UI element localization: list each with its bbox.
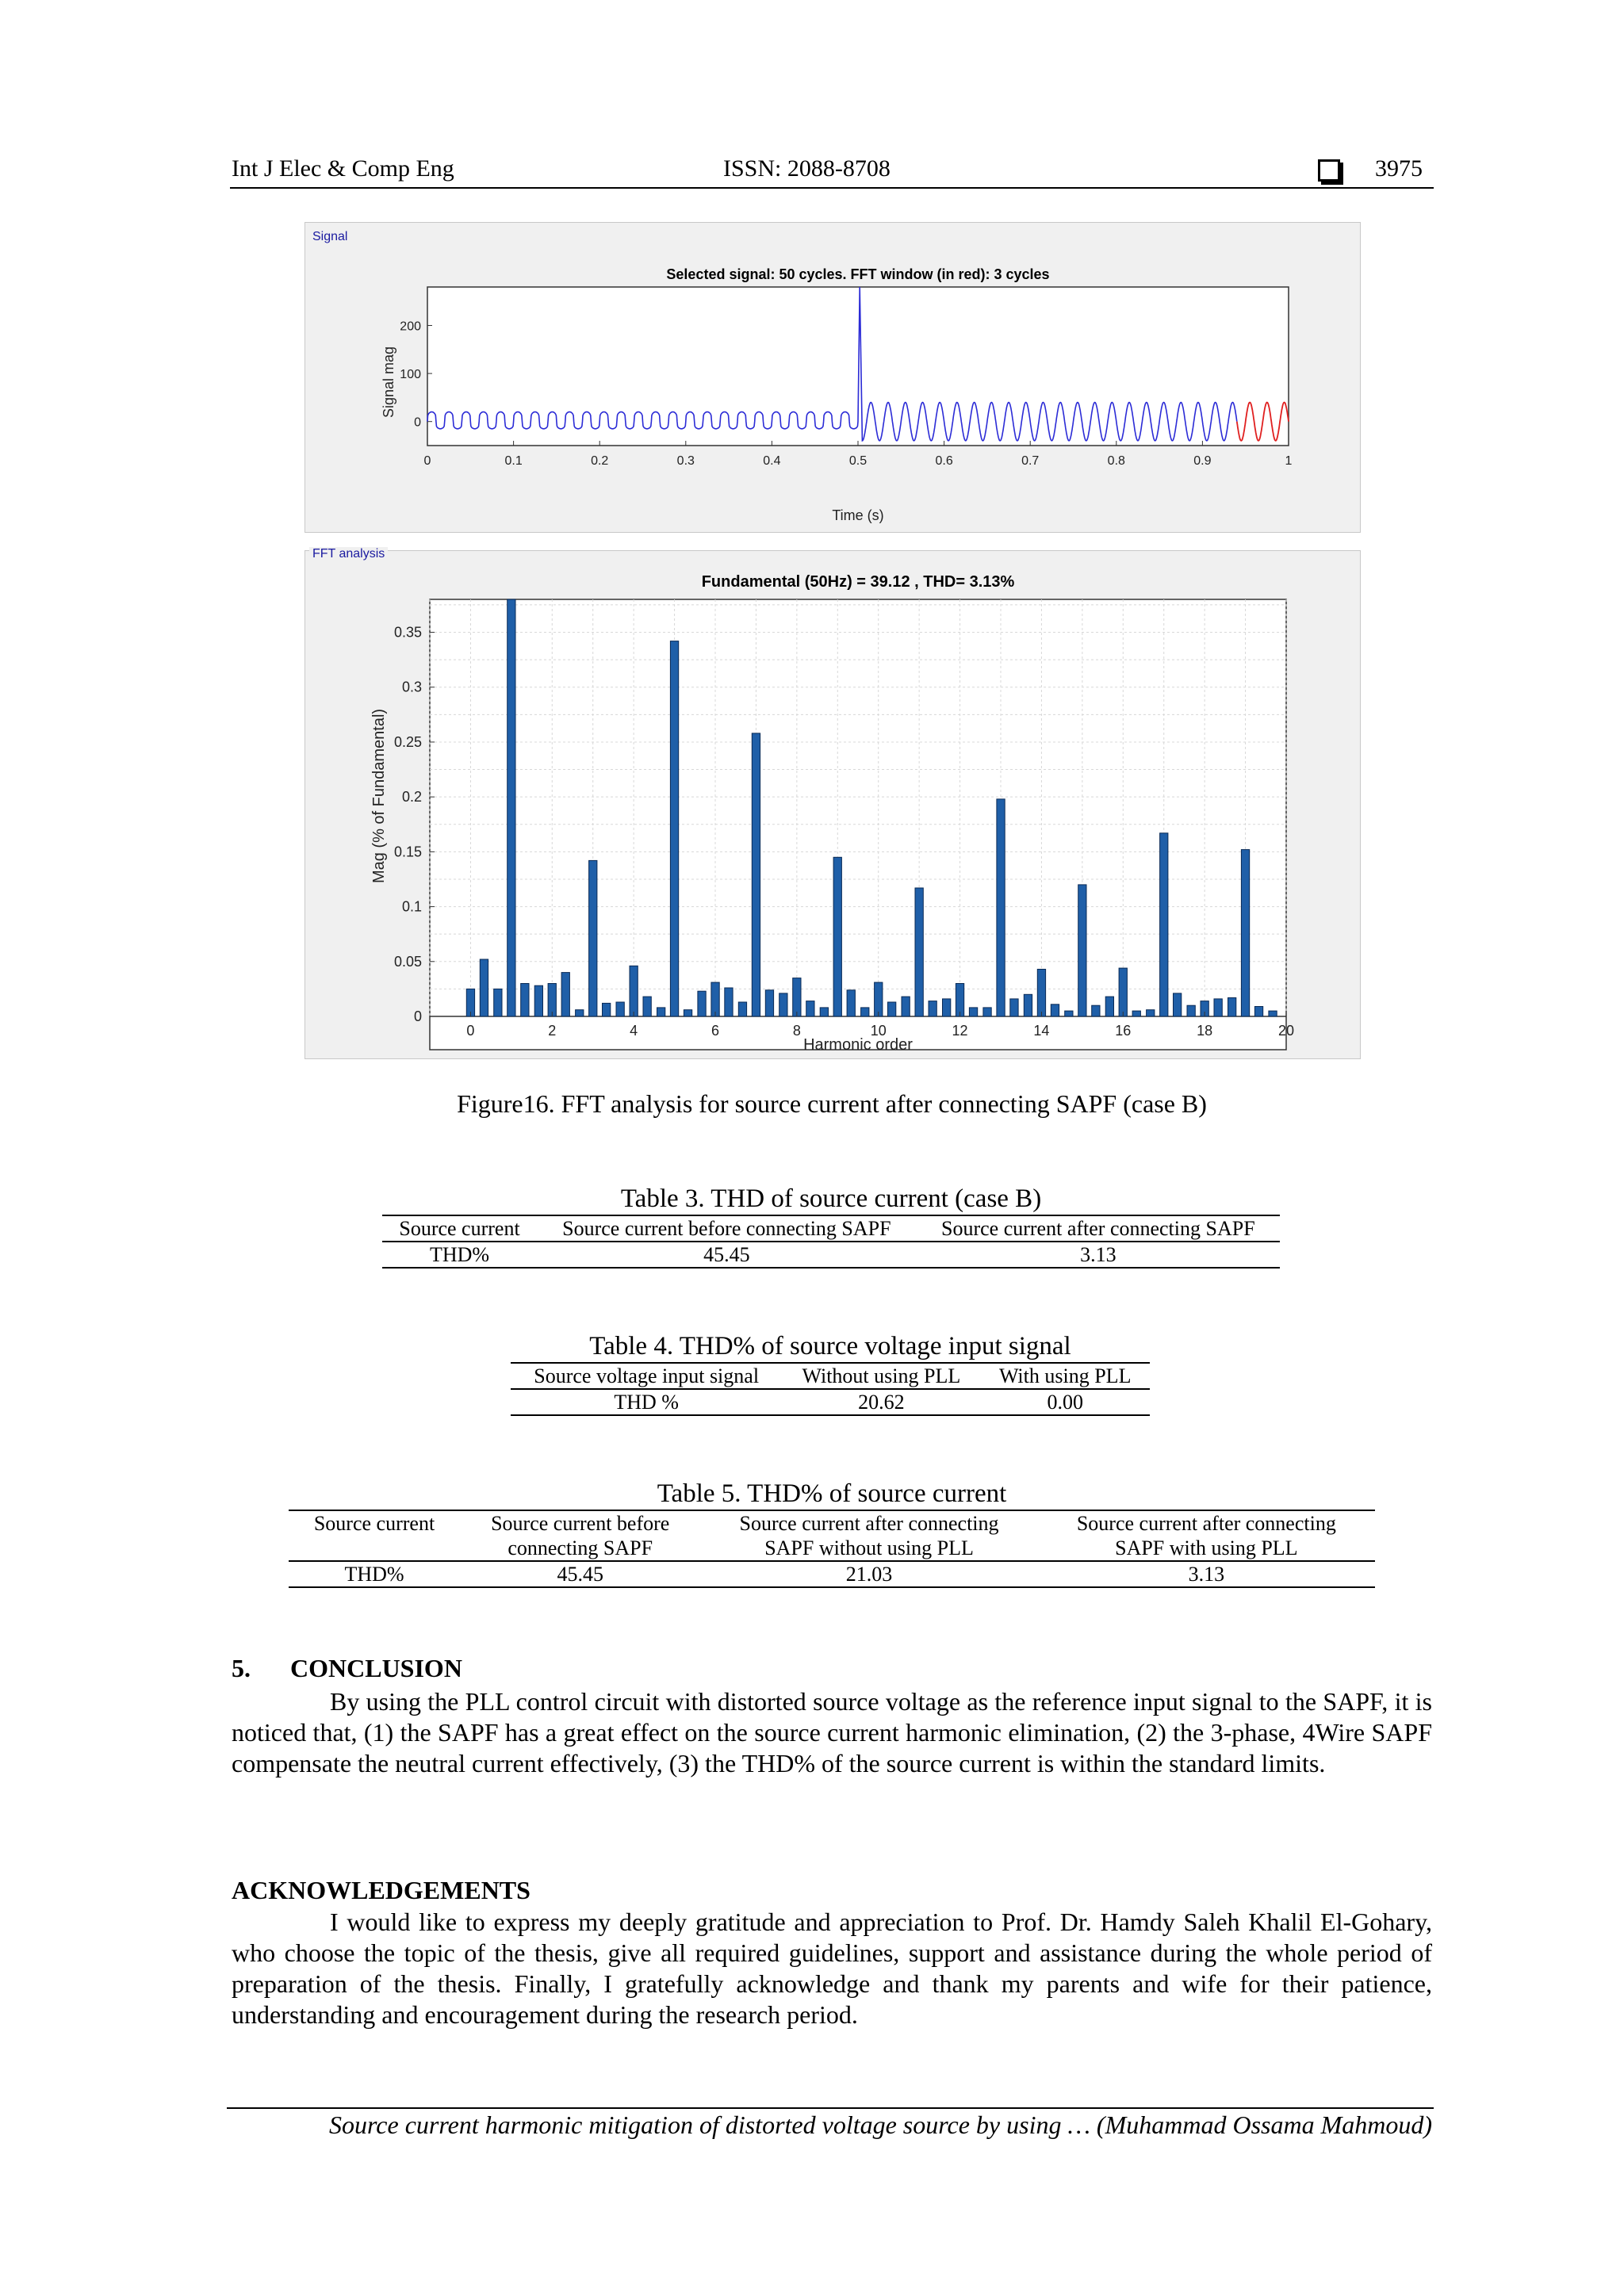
harmonic-bar <box>888 1002 896 1016</box>
harmonic-bar <box>643 997 651 1016</box>
table5-header-cell: Source current before connecting SAPF <box>491 1512 670 1559</box>
table3-header-cell: Source current <box>399 1217 520 1240</box>
harmonic-bar <box>576 1010 584 1016</box>
harmonic-bar <box>969 1008 977 1016</box>
table4 <box>511 1362 1150 1416</box>
table4-cell: 20.62 <box>858 1391 905 1414</box>
page-number-group <box>1318 155 1423 182</box>
harmonic-bar <box>670 641 678 1016</box>
harmonic-bar <box>847 990 855 1016</box>
x-tick-label: 0.7 <box>1021 454 1040 468</box>
x-tick-label: 0.1 <box>504 454 523 468</box>
harmonic-bar <box>725 988 733 1016</box>
table3-caption: Table 3. THD of source current (case B) <box>620 1184 1042 1213</box>
table3 <box>382 1215 1280 1269</box>
harmonic-bar <box>1024 994 1032 1016</box>
table-row <box>382 1242 1280 1268</box>
issn: ISSN: 2088-8708 <box>723 155 891 182</box>
harmonic-bar <box>1187 1005 1195 1016</box>
fft-panel-title: FFT analysis <box>309 547 388 561</box>
signal-x-axis-label: Time (s) <box>832 507 884 523</box>
harmonic-bar <box>997 799 1005 1016</box>
table4-cell: 0.00 <box>1047 1391 1083 1414</box>
harmonic-bar <box>603 1003 611 1016</box>
harmonic-bar <box>956 984 963 1017</box>
harmonic-bar <box>548 984 556 1017</box>
x-tick-label: 0.2 <box>591 454 609 468</box>
harmonic-bar <box>698 991 706 1016</box>
harmonic-bar <box>833 857 841 1016</box>
y-tick-label: 100 <box>400 368 421 382</box>
x-tick-label: 0.5 <box>848 454 868 468</box>
journal-name: Int J Elec & Comp Eng <box>232 155 454 182</box>
harmonic-bar <box>1160 833 1168 1016</box>
harmonic-bar <box>1092 1005 1100 1016</box>
harmonic-bar <box>1065 1011 1073 1016</box>
harmonic-bar <box>521 984 529 1017</box>
table5-cell: THD% <box>344 1563 404 1586</box>
harmonic-bar <box>779 993 787 1016</box>
conclusion-paragraph: By using the PLL control circuit with distorted source voltage as the reference input signal to the SAPF, it is noticed that, (1) the SAPF has a great effect on the source current harmonic elimination, (2) the 3-phase, 4Wire SAPF compensate the neutral current effectively, (3) the THD% of the source current is within the standard limits. <box>232 1687 1432 1777</box>
table5-header-cell: Source current after connecting SAPF with using PLL <box>1076 1512 1336 1559</box>
x-tick-label: 0.4 <box>763 454 781 468</box>
acknowledgements-paragraph: I would like to express my deeply gratitude and appreciation to Prof. Dr. Hamdy Saleh Khalil El-Gohary, who choose the topic of the thesis, give all required guidelines, support and assistance during the whole period of preparation of the thesis. Finally, I gratefully acknowledge and thank my parents and wife for their patience, understanding and encouragement during the research period. <box>232 1908 1432 2029</box>
harmonic-bar <box>684 1010 691 1016</box>
acknowledgements-heading: ACKNOWLEDGEMENTS <box>232 1876 530 1904</box>
y-tick-label: 0.2 <box>401 789 422 806</box>
table4-header-cell: Without using PLL <box>802 1364 961 1387</box>
table5-cell: 21.03 <box>845 1563 893 1586</box>
harmonic-bar <box>983 1008 991 1016</box>
figure-caption: Figure16. FFT analysis for source current after connecting SAPF (case B) <box>457 1089 1207 1118</box>
harmonic-bar <box>1241 850 1249 1016</box>
harmonic-bar <box>589 860 597 1016</box>
harmonic-bar <box>561 973 569 1016</box>
table5-caption: Table 5. THD% of source current <box>657 1479 1007 1508</box>
header-rule <box>230 187 1434 189</box>
harmonic-bar <box>1105 997 1113 1016</box>
table-row <box>511 1389 1150 1415</box>
harmonic-bar <box>752 733 760 1016</box>
harmonic-bar <box>711 982 719 1016</box>
fft-x-axis-label: Harmonic order <box>803 1036 913 1054</box>
footer-text: Source current harmonic mitigation of distorted voltage source by using … (Muhammad Ossama Mahmoud) <box>329 2110 1432 2139</box>
table4-header-cell: With using PLL <box>998 1364 1132 1387</box>
x-tick-label: 0.6 <box>935 454 953 468</box>
x-tick-label: 14 <box>1033 1023 1050 1039</box>
x-tick-label: 0 <box>466 1023 475 1039</box>
y-tick-label: 0.3 <box>401 679 422 695</box>
fft-chart-title: Fundamental (50Hz) = 39.12 , THD= 3.13% <box>701 573 1015 591</box>
harmonic-bar <box>1051 1004 1059 1016</box>
x-tick-label: 0.9 <box>1193 454 1212 468</box>
harmonic-bar <box>616 1002 624 1016</box>
x-tick-label: 18 <box>1197 1023 1213 1039</box>
table5-header-cell: Source current after connecting SAPF without using PLL <box>739 1512 999 1559</box>
harmonic-bar <box>915 888 923 1016</box>
harmonic-bar <box>765 990 773 1016</box>
table5-cell: 45.45 <box>557 1563 603 1586</box>
harmonic-bar <box>534 985 542 1016</box>
x-tick-label: 0.3 <box>676 454 695 468</box>
table5-header-cell: Source current <box>313 1512 435 1535</box>
harmonic-bar <box>1228 998 1236 1017</box>
table4-cell: THD % <box>614 1391 679 1414</box>
table4-header-cell: Source voltage input signal <box>534 1364 760 1387</box>
x-tick-label: 6 <box>710 1023 720 1039</box>
x-tick-label: 4 <box>630 1023 638 1039</box>
table4-caption: Table 4. THD% of source voltage input signal <box>589 1332 1071 1360</box>
harmonic-bar <box>806 1001 814 1016</box>
x-tick-label: 0.8 <box>1107 454 1125 468</box>
x-tick-label: 1 <box>1285 454 1293 468</box>
conclusion-heading: CONCLUSION <box>290 1654 462 1682</box>
y-tick-label: 0.25 <box>393 733 422 750</box>
harmonic-bar <box>1214 999 1222 1016</box>
footer-rule <box>227 2107 1434 2109</box>
harmonic-bar <box>1174 993 1182 1016</box>
harmonic-bar <box>494 989 502 1016</box>
table3-header-cell: Source current after connecting SAPF <box>941 1217 1255 1240</box>
harmonic-bar <box>1132 1011 1140 1016</box>
square-bullet-icon <box>1318 159 1340 182</box>
harmonic-bar <box>738 1002 746 1016</box>
x-tick-label: 12 <box>952 1023 968 1039</box>
harmonic-bar <box>793 978 801 1016</box>
table3-cell: THD% <box>429 1243 490 1266</box>
harmonic-bar <box>1147 1010 1155 1016</box>
table5 <box>289 1510 1375 1588</box>
harmonic-bar <box>1269 1011 1277 1016</box>
signal-chart <box>304 222 1359 531</box>
harmonic-bar <box>861 1008 869 1016</box>
y-tick-label: 0.35 <box>393 624 422 641</box>
conclusion-heading-number: 5. <box>232 1654 251 1682</box>
harmonic-bar <box>943 999 951 1016</box>
harmonic-bar <box>657 1008 665 1016</box>
harmonic-bar <box>508 599 515 1016</box>
table3-cell: 3.13 <box>1080 1243 1116 1266</box>
y-tick-label: 0.1 <box>401 898 422 915</box>
fft-y-axis-label: Mag (% of Fundamental) <box>370 708 388 884</box>
x-tick-label: 10 <box>870 1023 887 1039</box>
x-tick-label: 20 <box>1277 1023 1295 1039</box>
page-number: 3975 <box>1375 155 1423 182</box>
fft-chart <box>304 550 1359 1058</box>
y-tick-label: 0 <box>414 415 421 430</box>
harmonic-bar <box>902 997 910 1016</box>
harmonic-bar <box>820 1008 828 1016</box>
y-tick-label: 0 <box>413 1008 422 1024</box>
harmonic-bar <box>875 982 883 1016</box>
table3-cell: 45.45 <box>703 1243 750 1266</box>
signal-y-axis-label: Signal mag <box>381 346 396 419</box>
y-tick-label: 0.05 <box>393 953 422 970</box>
harmonic-bar <box>1010 999 1018 1016</box>
table-row <box>289 1561 1375 1587</box>
x-tick-label: 0 <box>423 454 431 468</box>
harmonic-bar <box>1037 970 1045 1017</box>
x-tick-label: 16 <box>1115 1023 1132 1039</box>
y-tick-label: 0.15 <box>393 844 422 860</box>
x-tick-label: 2 <box>548 1023 557 1039</box>
table3-header-cell: Source current before connecting SAPF <box>562 1217 891 1240</box>
y-tick-label: 200 <box>400 320 421 334</box>
x-tick-label: 8 <box>792 1023 801 1039</box>
harmonic-bar <box>1254 1007 1262 1017</box>
signal-panel-title: Signal <box>309 230 350 244</box>
signal-chart-title: Selected signal: 50 cycles. FFT window (in red): 3 cycles <box>666 266 1050 282</box>
harmonic-bar <box>1078 885 1086 1016</box>
table5-cell: 3.13 <box>1188 1563 1225 1586</box>
harmonic-bar <box>480 959 488 1016</box>
harmonic-bar <box>630 966 638 1016</box>
harmonic-bar <box>929 1001 936 1016</box>
harmonic-bar <box>1119 968 1127 1016</box>
